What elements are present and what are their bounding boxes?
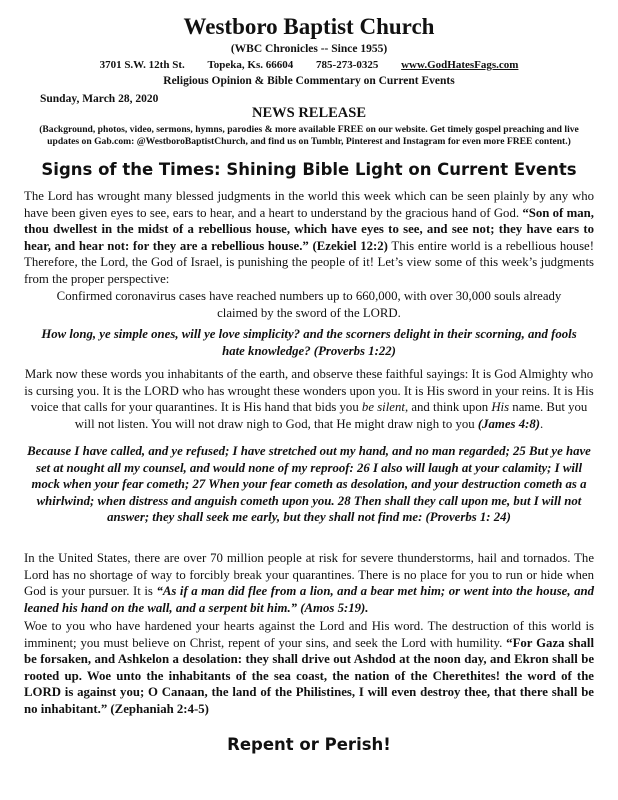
background-note: (Background, photos, video, sermons, hymns, parodies & more available FREE on our website. Get timely gospel preaching and live updates on Gab.com: @WestboroBaptistChurch, and find us on Tumblr, Pinterest and Instagram for even more FREE content.)	[39, 124, 579, 147]
p2-italic-b: be silent	[361, 400, 405, 415]
paragraph-woe	[24, 618, 594, 718]
p2-text-c: , and think upon	[404, 400, 492, 415]
p3-quote: “As if a man did flee from a lion, and a bear met him; or went into the house, and leaned his hand on the wall, and a serpent bit him.” (Amos 5:19).	[24, 584, 594, 615]
closing-call: Repent or Perish!	[227, 735, 391, 754]
paragraph-warning	[24, 366, 594, 432]
p1-quote: “Son of man, thou dwellest in the midst of a rebellious house, which have eyes to see, and see not; they have ears to hear, and hear not: for they are a rebellious house.” (Ezekiel 12:2)	[24, 205, 594, 253]
release-date: Sunday, March 28, 2020	[40, 93, 159, 105]
chronicles-line: (WBC Chronicles -- Since 1955)	[230, 43, 388, 55]
p3-text-a: In the United States, there are over 70 million people at risk for severe thunderstorms, hail and tornados. The Lord has no shortage of way to forcibly break your quarantines. There is no place for you to run or hide when God is your pursuer. It is	[24, 551, 594, 599]
phone-number: 785-273-0325	[316, 59, 379, 71]
news-release-heading: NEWS RELEASE	[251, 105, 367, 121]
verse-proverbs-1-22: How long, ye simple ones, will ye love simplicity? and the scorners delight in their scorning, and fools hate knowledge? (Proverbs 1:22)	[41, 327, 577, 358]
city-address: Topeka, Ks. 66604	[207, 59, 294, 71]
p1-text-a: The Lord has wrought many blessed judgments in the world this week which can be seen plainly by any who have been given eyes to see, ears to hear, and a heart to understand by the gracious hand of God.	[24, 189, 594, 220]
p2-text-g: .	[540, 416, 544, 431]
p4-text-a: Woe to you who have hardened your hearts against the Lord and His word. The destruction of this world is imminent; you must believe on Christ, repent of your sins, and seek the Lord with humility.	[24, 619, 594, 650]
paragraph-storms	[24, 550, 594, 616]
p2-ref-f: (James 4:8)	[477, 416, 541, 431]
p2-text-e: name. But you will not listen. You will not draw nigh to God, that He might draw nigh to you	[74, 400, 588, 431]
address-line	[0, 59, 618, 71]
paragraph-intro	[24, 188, 594, 288]
coronavirus-statistic: Confirmed coronavirus cases have reached numbers up to 660,000, with over 30,000 souls already claimed by the sword of the LORD.	[56, 289, 562, 320]
p2-italic-d: His	[491, 400, 510, 415]
p2-text-a: Mark now these words you inhabitants of the earth, and observe these faithful sayings: It is God Almighty who is cursing you. It is the LORD who has wrought these wonders upon you. It is His sword in your reins. It is His voice that calls for your quarantines. It is His hand that bids you	[24, 367, 594, 415]
verse-proverbs-1-24: Because I have called, and ye refused; I have stretched out my hand, and no man regarded; 25 But ye have set at nought all my counsel, and would none of my reproof: 26 I also will laugh at your calamity; I will mock when your fear cometh; 27 When your fear cometh as desolation, and your destruction cometh as a whirlwind; when distress and anguish cometh upon you. 28 Then shall they call upon me, but I will not answer; they shall seek me early, but they shall not find me: (Proverbs 1: 24)	[27, 444, 591, 525]
org-title: Westboro Baptist Church	[183, 14, 435, 39]
p4-quote: “For Gaza shall be forsaken, and Ashkelon a desolation: they shall drive out Ashdod at the noon day, and Ekron shall be rooted up. Woe unto the inhabitants of the sea coast, the nation of the Cherethites! the word of the LORD is against you; O Canaan, the land of the Philistines, I will even destroy thee, that there shall be no inhabitant.” (Zephaniah 2:4-5)	[24, 635, 594, 716]
subtitle: Religious Opinion & Bible Commentary on Current Events	[163, 75, 455, 87]
p1-text-c: This entire world is a rebellious house! Therefore, the Lord, the God of Israel, is punishing the people of it! Let’s view some of this week’s judgments from the proper perspective:	[24, 238, 594, 286]
street-address: 3701 S.W. 12th St.	[99, 59, 185, 71]
headline: Signs of the Times: Shining Bible Light on Current Events	[41, 160, 577, 179]
website-link[interactable]: www.GodHatesFags.com	[401, 59, 519, 71]
